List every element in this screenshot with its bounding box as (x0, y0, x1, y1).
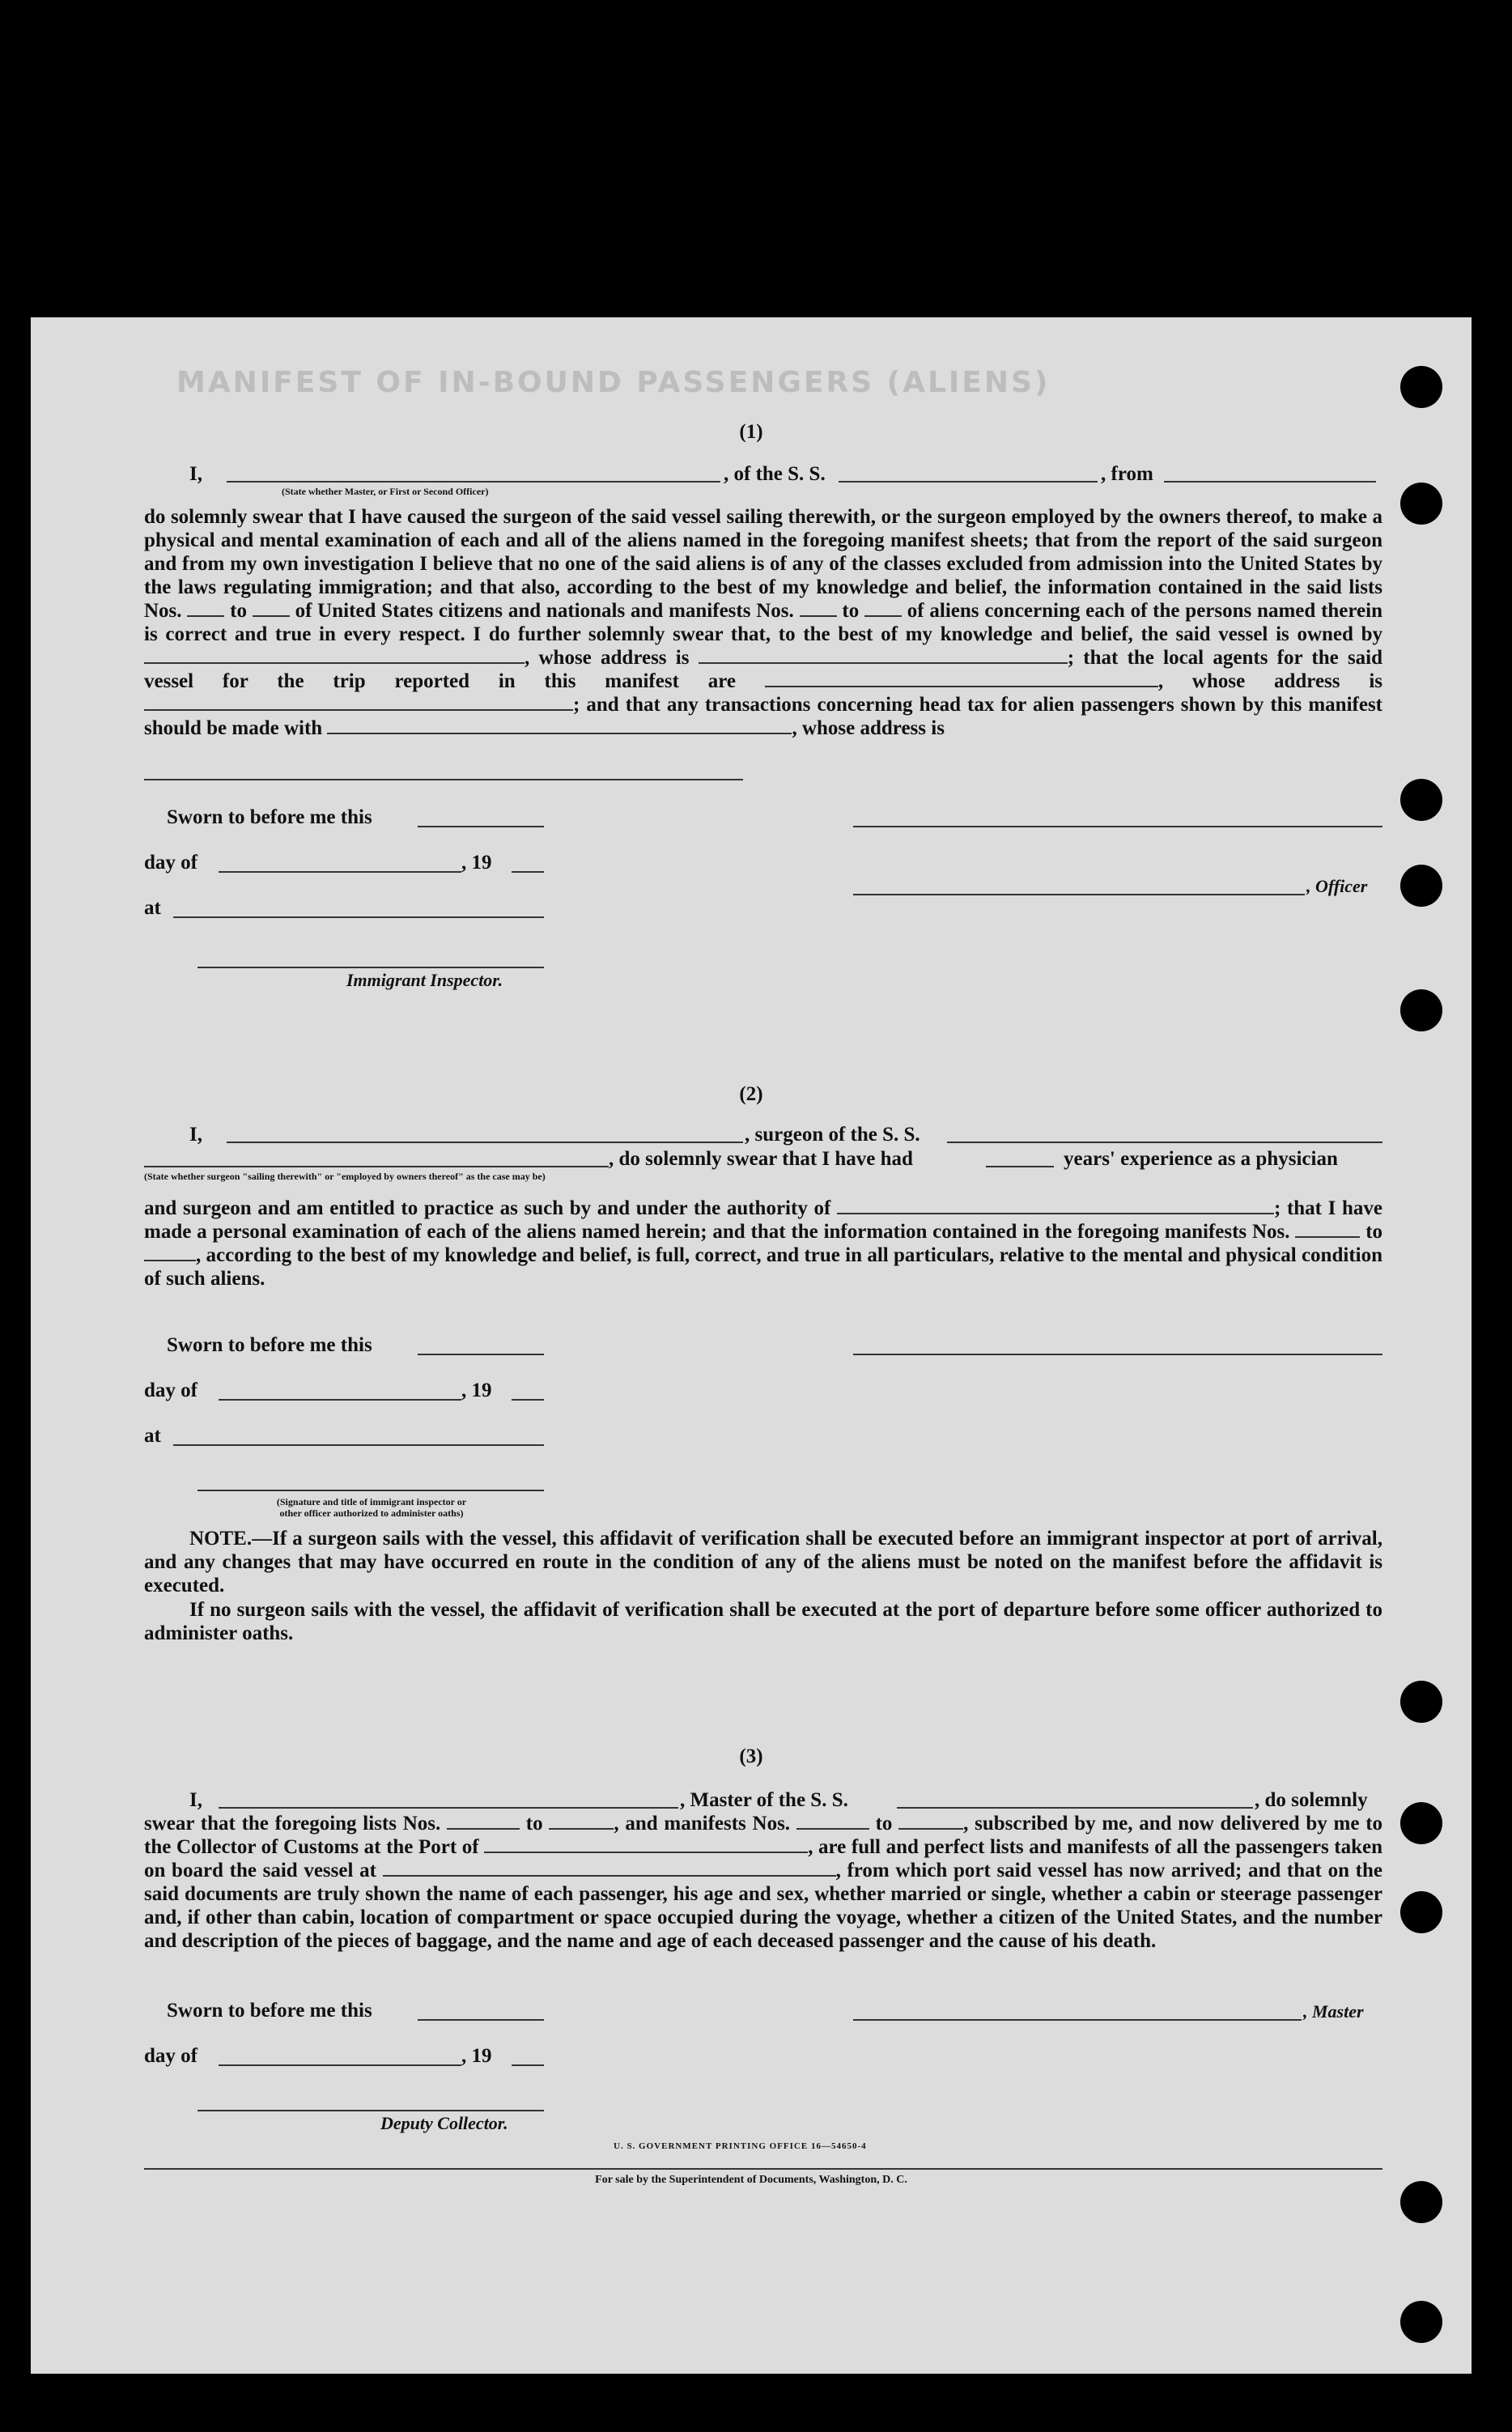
s1-sworn-label: Sworn to before me this (167, 806, 372, 828)
s3-master-of-label: , Master of the S. S. (680, 1789, 848, 1811)
s2-surgeon-caption: (State whether surgeon "sailing therewith" or "employed by owners thereof" as the case may be) (144, 1171, 546, 1182)
section-1-heading: (1) (739, 421, 763, 443)
s2-note-1: NOTE.—If a surgeon sails with the vessel, this affidavit of verification shall be executed before an immigrant inspector at port of arrival, and any changes that may have occurred en route in the condition of any of the aliens must be noted on the manifest before the affidavit is executed. (144, 1528, 1382, 1597)
s2-note-2: If no surgeon sails with the vessel, the affidavit of verification shall be executed at the port of departure before some officer authorized to administer oaths. (144, 1599, 1382, 1644)
ghost-header-bleed: MANIFEST OF IN-BOUND PASSENGERS (ALIENS) (176, 366, 1051, 399)
s1-manifests-from-field[interactable] (800, 599, 837, 617)
punch-hole-icon (1400, 1891, 1442, 1933)
s2-swear-label: , do solemnly swear that I have had (609, 1148, 913, 1170)
s3-i-label: I, (189, 1789, 202, 1811)
s3-lists-to-field[interactable] (549, 1812, 614, 1830)
s2-manifests-to-field[interactable] (144, 1244, 196, 1261)
s1-month-field[interactable] (219, 871, 461, 873)
punch-hole-icon (1400, 989, 1442, 1031)
s3-embark-port-field[interactable] (383, 1859, 836, 1877)
s1-day-of-label: day of (144, 852, 197, 874)
s3-collector-label: Deputy Collector. (380, 2113, 508, 2133)
s3-year-field[interactable] (512, 2064, 544, 2066)
s1-year-field[interactable] (512, 871, 544, 873)
s1-from-label: , from (1101, 463, 1153, 485)
s2-signature-caption-2: other officer authorized to administer oaths) (279, 1507, 464, 1519)
s1-inspector-label: Immigrant Inspector. (346, 970, 503, 990)
punch-hole-icon (1400, 865, 1442, 907)
footer-rule (144, 2168, 1382, 2170)
footer-text: For sale by the Superintendent of Documents, Washington, D. C. (595, 2174, 907, 2186)
s3-master-label: , Master (1303, 2001, 1364, 2022)
s3-collector-signature-field[interactable] (197, 2110, 544, 2111)
s3-day-of-label: day of (144, 2045, 197, 2067)
s2-years-field[interactable] (986, 1166, 1054, 1167)
s1-officer-signature-field[interactable] (853, 826, 1382, 827)
s1-manifests-to-field[interactable] (864, 599, 902, 617)
s1-agents-address-field[interactable] (144, 693, 573, 711)
s3-port-field[interactable] (484, 1835, 808, 1853)
s3-vessel-field[interactable] (897, 1807, 1253, 1809)
s2-i-label: I, (189, 1124, 202, 1146)
print-office-line: U. S. GOVERNMENT PRINTING OFFICE 16—54650-4 (614, 2141, 867, 2151)
s1-i-label: I, (189, 463, 202, 485)
s3-master-name-field[interactable] (219, 1807, 678, 1809)
s2-surgeon-name-field[interactable] (227, 1142, 743, 1143)
punch-hole-icon (1400, 2181, 1442, 2223)
s2-at-label: at (144, 1425, 161, 1447)
s2-signature-caption-1: (Signature and title of immigrant inspector or (276, 1496, 467, 1507)
s1-owner-address-field[interactable] (699, 646, 1068, 664)
s2-authority-field[interactable] (837, 1197, 1274, 1214)
s1-officer-title-field[interactable] (853, 894, 1305, 895)
s1-at-label: at (144, 897, 161, 919)
s2-at-field[interactable] (173, 1444, 544, 1446)
s1-agents-field[interactable] (765, 670, 1158, 687)
punch-hole-icon (1400, 779, 1442, 821)
s1-from-field[interactable] (1164, 481, 1376, 483)
s2-surgeon-signature-field[interactable] (853, 1354, 1382, 1355)
s3-manifests-to-field[interactable] (898, 1812, 963, 1830)
s3-sworn-date-field[interactable] (418, 2019, 544, 2021)
s2-year-field[interactable] (512, 1399, 544, 1401)
s2-manifests-from-field[interactable] (1295, 1220, 1360, 1238)
s3-nineteen-label: , 19 (461, 2045, 492, 2067)
s1-at-field[interactable] (173, 916, 544, 918)
s2-nineteen-label: , 19 (461, 1380, 492, 1401)
s1-head-tax-address-field[interactable] (144, 779, 743, 780)
s1-body-text: do solemnly swear that I have caused the surgeon of the said vessel sailing therewith, or the surgeon employed by the owners thereof, to make a physical and mental examination of each and all of the aliens named in the foregoing manifest sheets; that from the report of the said surgeon and from my own investigation I believe that no one of the said aliens is of any of the classes excluded from admission into the United States by the laws regulating immigration; and that also, according to the best of my knowledge and belief, the information contained in the said lists Nos. to of United States citizens and nationals and manifests Nos. to of aliens concerning each of the persons named therein is correct and true in every respect. I do further solemnly swear that, to the best of my knowledge and belief, the said vessel is owned by , whose address is ; that the local agents for the said vessel for the trip reported in this manifest are , whose address is ; and that any transactions concerning head tax for alien passengers shown by this manifest should be made with , whose address is (144, 506, 1383, 739)
s1-of-ss-label: , of the S. S. (724, 463, 826, 485)
s3-month-field[interactable] (219, 2064, 461, 2066)
s1-inspector-signature-field[interactable] (197, 967, 544, 968)
s3-swear-label: , do solemnly (1255, 1789, 1368, 1811)
s2-month-field[interactable] (219, 1399, 461, 1401)
s2-sworn-date-field[interactable] (418, 1354, 544, 1355)
s3-manifests-from-field[interactable] (796, 1812, 869, 1830)
s1-vessel-field[interactable] (839, 481, 1098, 483)
punch-hole-icon (1400, 366, 1442, 408)
section-2-heading: (2) (739, 1083, 763, 1105)
s2-vessel-field[interactable] (947, 1142, 1382, 1143)
s3-body-text: swear that the foregoing lists Nos. to , and manifests Nos. to , subscribed by me, and now delivered by me to the Collector of Customs at the Port of , are full and perfect lists and manifests of all the passengers taken on board the said vessel at , from which port said vessel has now arrived; and that on the said documents are truly shown the name of each passenger, his age and sex, whether married or single, whether a cabin or steerage passenger and, if other than cabin, location of compartment or space occupied during the voyage, whether a citizen of the United States, and the number and description of the pieces of baggage, and the name and age of each deceased passenger and the cause of his death. (144, 1813, 1383, 1952)
s2-inspector-signature-field[interactable] (197, 1490, 544, 1491)
punch-hole-icon (1400, 1802, 1442, 1844)
s2-surgeon-status-field[interactable] (144, 1166, 609, 1167)
s2-years-label: years' experience as a physician (1064, 1148, 1338, 1170)
s1-owner-field[interactable] (144, 646, 525, 664)
s1-sworn-date-field[interactable] (418, 826, 544, 827)
s1-officer-name-field[interactable] (227, 481, 720, 483)
s2-day-of-label: day of (144, 1380, 197, 1401)
s3-lists-from-field[interactable] (447, 1812, 520, 1830)
punch-hole-icon (1400, 483, 1442, 525)
s1-head-tax-party-field[interactable] (327, 716, 792, 734)
section-3-heading: (3) (739, 1745, 763, 1767)
form-page (31, 317, 1472, 2374)
s1-lists-from-field[interactable] (187, 599, 224, 617)
punch-hole-icon (1400, 1681, 1442, 1723)
s1-officer-caption-label: , Officer (1306, 876, 1368, 896)
s1-lists-to-field[interactable] (253, 599, 290, 617)
s3-master-signature-field[interactable] (853, 2019, 1302, 2021)
s2-sworn-label: Sworn to before me this (167, 1334, 372, 1356)
s1-nineteen-label: , 19 (461, 852, 492, 874)
punch-hole-icon (1400, 2301, 1442, 2343)
s1-officer-caption: (State whether Master, or First or Second Officer) (282, 486, 489, 497)
s2-surgeon-of-label: , surgeon of the S. S. (745, 1124, 920, 1146)
s2-body-text: and surgeon and am entitled to practice as such by and under the authority of ; that I have made a personal examination of each of the aliens named herein; and that the information contained in the foregoing manifests Nos. to, according to the best of my knowledge and belief, is full, correct, and true in all particulars, relative to the mental and physical condition of such aliens. (144, 1197, 1383, 1290)
s3-sworn-label: Sworn to before me this (167, 2000, 372, 2022)
